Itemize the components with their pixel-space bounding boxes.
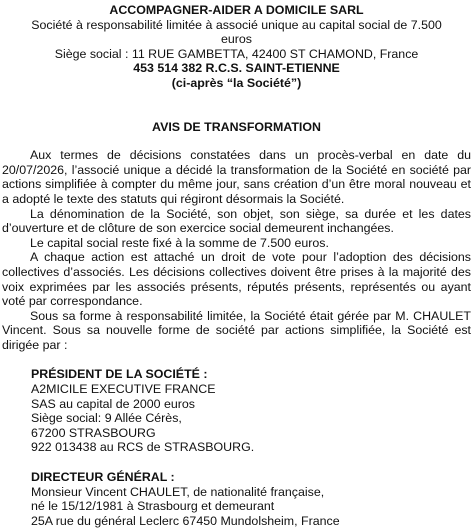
president-line: SAS au capital de 2000 euros	[31, 396, 195, 411]
paragraph-decisions: Aux termes de décisions constatées dans un procès-verbal en date du 20/07/2026, l’associé unique a décidé la transformation de la Société en société par actions simplifiée à compter du même jour, sans création d’un être moral nouveau et a adopté le texte des statuts qui régiront désormais la Société.	[2, 148, 471, 206]
company-capital-line-cont: euros	[221, 32, 252, 47]
paragraph-vote: A chaque action est attaché un droit de vote pour l’adoption des décisions collectives d’associés. Les décisions collectives doivent être prises à la majorité des voix exprimées par les associés présents, réputés présents, représentés ou ayant voté par correspondance.	[2, 250, 471, 309]
directeur-section	[31, 470, 471, 528]
president-line: 67200 STRASBOURG	[31, 425, 156, 440]
paragraph-direction: Sous sa forme à responsabilité limitée, la Société était gérée par M. CHAULET Vincent. Sous sa nouvelle forme de société par actions simplifiée, la Société est dirigée par :	[2, 308, 471, 352]
company-name: ACCOMPAGNER-AIDER A DOMICILE SARL	[109, 3, 364, 17]
directeur-heading: DIRECTEUR GÉNÉRAL :	[31, 470, 175, 485]
directeur-line: né le 15/12/1981 à Strasbourg et demeurant	[31, 499, 275, 514]
president-line: 922 013438 au RCS de STRASBOURG.	[31, 440, 255, 455]
paragraph-denomination: La dénomination de la Société, son objet, son siège, sa durée et les dates d’ouverture et de clôture de son exercice social demeurent inchangées.	[2, 206, 471, 236]
directeur-line: Monsieur Vincent CHAULET, de nationalité française,	[31, 484, 325, 499]
notice-header	[2, 3, 471, 91]
company-capital-line: Société à responsabilité limitée à associé unique au capital social de 7.500	[31, 17, 442, 32]
company-alias: (ci-après “la Société”)	[171, 75, 302, 90]
president-section	[31, 367, 471, 455]
paragraph-capital: Le capital social reste fixé à la somme de 7.500 euros.	[30, 235, 329, 250]
president-line: Siège social: 9 Allée Cérès,	[31, 411, 182, 426]
notice-title: AVIS DE TRANSFORMATION	[152, 119, 321, 134]
directeur-line: 25A rue du général Leclerc 67450 Mundolsheim, France	[31, 513, 340, 528]
company-rcs: 453 514 382 R.C.S. SAINT-ETIENNE	[133, 61, 340, 76]
company-siege: Siège social : 11 RUE GAMBETTA, 42400 ST CHAMOND, France	[54, 46, 419, 61]
president-line: A2MICILE EXECUTIVE FRANCE	[31, 382, 216, 397]
president-heading: PRÉSIDENT DE LA SOCIÉTÉ :	[31, 367, 208, 382]
